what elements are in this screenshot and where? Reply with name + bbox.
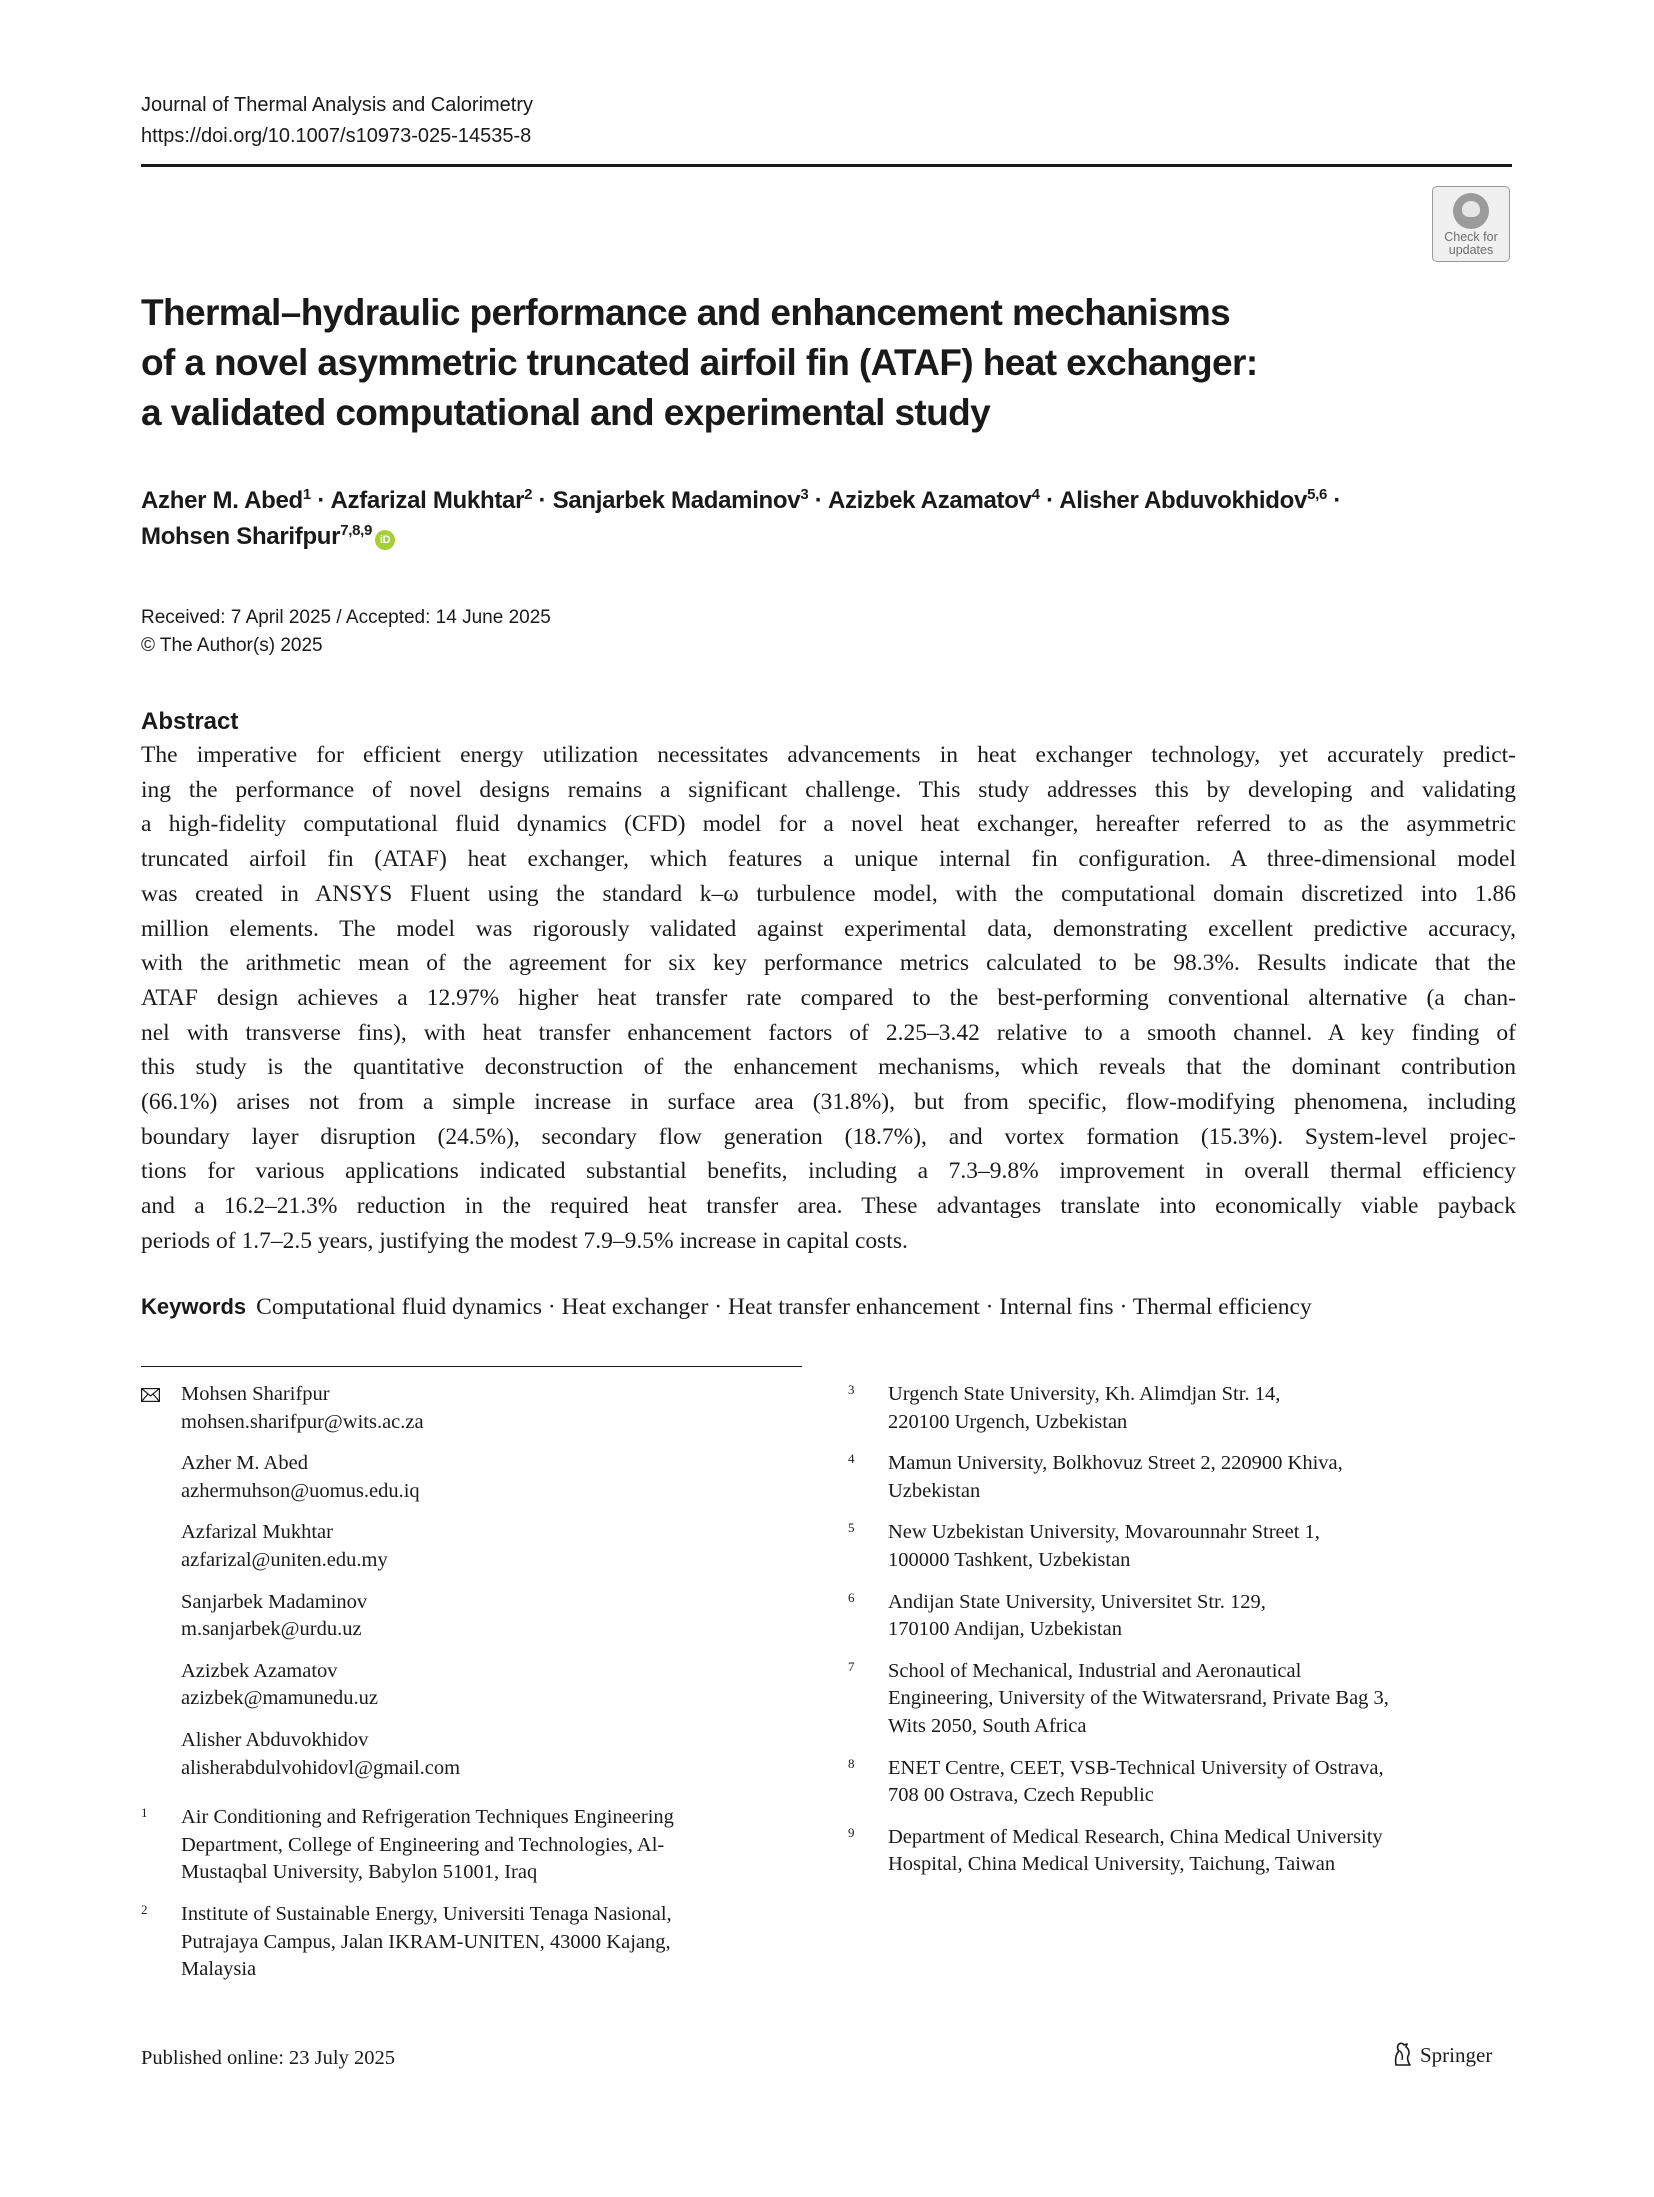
abstract-line: and a 16.2–21.3% reduction in the required heat transfer area. These advantages translate into economically viable payback xyxy=(141,1193,1516,1220)
contact-email[interactable]: m.sanjarbek@urdu.uz xyxy=(181,1618,362,1641)
affiliation-line: Department, College of Engineering and Technologies, Al- xyxy=(181,1833,665,1856)
contact-name: Alisher Abduvokhidov xyxy=(181,1728,369,1751)
contact-email[interactable]: alisherabdulvohidovl@gmail.com xyxy=(181,1756,461,1779)
contact-name: Azizbek Azamatov xyxy=(181,1659,338,1682)
author-name: Azfarizal Mukhtar xyxy=(330,487,525,514)
contact-name: Sanjarbek Madaminov xyxy=(181,1590,368,1613)
affiliation-8 xyxy=(848,1755,1518,1810)
publisher-name: Springer xyxy=(1420,2043,1493,2067)
affiliation-line: Institute of Sustainable Energy, Universiti Tenaga Nasional, xyxy=(181,1902,672,1925)
affiliation-5 xyxy=(848,1519,1518,1574)
contact-email[interactable]: azizbek@mamunedu.uz xyxy=(181,1687,379,1710)
received-accepted-dates: Received: 7 April 2025 / Accepted: 14 June 2025 xyxy=(141,607,551,628)
orcid-icon[interactable]: iD xyxy=(375,530,395,550)
affiliation-line: Andijan State University, Universitet Str. 129, xyxy=(888,1590,1266,1613)
header-rule xyxy=(141,164,1512,167)
abstract-line: was created in ANSYS Fluent using the standard k–ω turbulence model, with the computational domain discretized into 1.86 xyxy=(141,880,1516,907)
affiliation-line: Urgench State University, Kh. Alimdjan Str. 14, xyxy=(888,1383,1281,1405)
keywords-text: Computational fluid dynamics · Heat exchanger · Heat transfer enhancement · Internal fins · Thermal efficiency xyxy=(256,1294,1312,1320)
abstract-line: this study is the quantitative deconstruction of the enhancement mechanisms, which reveals that the dominant contribution xyxy=(141,1054,1516,1081)
abstract-line: ATAF design achieves a 12.97% higher heat transfer rate compared to the best-performing conventional alternative (a chan- xyxy=(141,984,1516,1011)
keywords-label: Keywords xyxy=(141,1294,247,1319)
affiliation-7 xyxy=(848,1658,1518,1741)
footnotes-left-column xyxy=(141,1381,811,1998)
abstract-line: truncated airfoil fin (ATAF) heat exchanger, which features a unique internal fin configuration. A three-dimensional model xyxy=(141,846,1516,873)
contact-name: Azher M. Abed xyxy=(181,1452,308,1475)
check-updates-icon xyxy=(1453,193,1489,229)
contact-email[interactable]: azhermuhson@uomus.edu.iq xyxy=(181,1479,420,1502)
affiliation-line: Uzbekistan xyxy=(888,1479,981,1502)
copyright-notice: © The Author(s) 2025 xyxy=(141,635,323,656)
contact-name: Azfarizal Mukhtar xyxy=(181,1521,333,1544)
abstract-line: million elements. The model was rigorously validated against experimental data, demonstrating excellent predictive accuracy, xyxy=(141,915,1516,942)
affiliation-number: 7 xyxy=(848,1658,855,1674)
author-affiliation-mark: 3 xyxy=(800,486,809,503)
article-title xyxy=(141,288,1341,438)
affiliation-line: 100000 Tashkent, Uzbekistan xyxy=(888,1548,1131,1571)
affiliation-number: 3 xyxy=(848,1382,855,1397)
abstract-line: ing the performance of novel designs remains a significant challenge. This study addresses this by developing and validating xyxy=(141,776,1516,803)
footnote-rule xyxy=(141,1366,802,1367)
affiliation-line: Putrajaya Campus, Jalan IKRAM-UNITEN, 43000 Kajang, xyxy=(181,1930,671,1953)
abstract-heading: Abstract xyxy=(141,708,239,735)
check-updates-line1: Check for xyxy=(1444,230,1498,244)
affiliation-number: 1 xyxy=(141,1805,148,1821)
affiliation-number: 6 xyxy=(848,1589,855,1605)
publisher-logo xyxy=(1390,2040,1492,2070)
author-affiliation-mark: 5,6 xyxy=(1307,486,1328,503)
doi-link[interactable]: https://doi.org/10.1007/s10973-025-14535-8 xyxy=(141,125,532,147)
author-name: Sanjarbek Madaminov xyxy=(552,487,801,514)
affiliation-number: 5 xyxy=(848,1520,855,1536)
author-list xyxy=(141,483,1521,555)
affiliation-line: ENET Centre, CEET, VSB-Technical University of Ostrava, xyxy=(888,1756,1384,1779)
corresponding-author-block xyxy=(141,1381,811,1436)
contact-block xyxy=(141,1450,811,1505)
affiliation-4 xyxy=(848,1450,1518,1505)
abstract-line: tions for various applications indicated substantial benefits, including a 7.3–9.8% improvement in overall thermal efficiency xyxy=(141,1158,1516,1185)
affiliation-line: Engineering, University of the Witwatersrand, Private Bag 3, xyxy=(888,1687,1389,1710)
author-separator: · xyxy=(317,487,326,514)
affiliation-line: Malaysia xyxy=(181,1958,257,1981)
affiliation-line: 708 00 Ostrava, Czech Republic xyxy=(888,1784,1154,1807)
author-affiliation-mark: 7,8,9 xyxy=(340,522,373,539)
abstract-body xyxy=(141,738,1516,1259)
abstract-line: nel with transverse fins), with heat transfer enhancement factors of 2.25–3.42 relative to a smooth channel. A key finding of xyxy=(141,1019,1516,1046)
keywords xyxy=(141,1290,1312,1323)
affiliation-1 xyxy=(141,1804,811,1887)
author-line-2 xyxy=(141,519,1521,555)
contact-email[interactable]: azfarizal@uniten.edu.my xyxy=(181,1548,388,1571)
article-dates xyxy=(141,604,551,660)
title-line: of a novel asymmetric truncated airfoil fin (ATAF) heat exchanger: xyxy=(141,342,1258,383)
abstract-line: periods of 1.7–2.5 years, justifying the modest 7.9–9.5% increase in capital costs. xyxy=(141,1227,908,1254)
affiliation-line: Air Conditioning and Refrigeration Techniques Engineering xyxy=(181,1806,674,1829)
author-name: Alisher Abduvokhidov xyxy=(1059,487,1308,514)
affiliation-number: 4 xyxy=(848,1451,855,1467)
affiliation-2 xyxy=(141,1901,811,1984)
journal-header xyxy=(141,90,533,152)
author-separator: · xyxy=(1046,487,1054,514)
author-name: Mohsen Sharifpur xyxy=(141,523,341,550)
affiliation-line: New Uzbekistan University, Movarounnahr Street 1, xyxy=(888,1521,1320,1544)
affiliation-line: Department of Medical Research, China Medical University xyxy=(888,1825,1383,1848)
affiliation-line: Mamun University, Bolkhovuz Street 2, 220900 Khiva, xyxy=(888,1452,1343,1475)
published-online-date: Published online: 23 July 2025 xyxy=(141,2047,395,2069)
title-line: Thermal–hydraulic performance and enhancement mechanisms xyxy=(141,292,1231,333)
footnotes-right-column xyxy=(848,1381,1518,1893)
check-updates-line2: updates xyxy=(1448,243,1494,257)
abstract-line: The imperative for efficient energy utilization necessitates advancements in heat exchanger technology, yet accurately predict- xyxy=(141,742,1516,768)
mail-icon xyxy=(141,1388,160,1402)
abstract-line: with the arithmetic mean of the agreement for six key performance metrics calculated to be 98.3%. Results indicate that the xyxy=(141,950,1516,977)
contact-block xyxy=(141,1658,811,1713)
author-affiliation-mark: 1 xyxy=(302,486,311,503)
author-name: Azher M. Abed xyxy=(141,487,303,514)
springer-horse-icon xyxy=(1390,2041,1414,2067)
title-line: a validated computational and experimental study xyxy=(141,392,991,433)
affiliation-9 xyxy=(848,1824,1518,1879)
affiliation-line: 170100 Andijan, Uzbekistan xyxy=(888,1618,1123,1641)
affiliation-line: Wits 2050, South Africa xyxy=(888,1714,1087,1737)
contact-email[interactable]: mohsen.sharifpur@wits.ac.za xyxy=(181,1410,424,1433)
check-for-updates-badge[interactable] xyxy=(1432,186,1510,262)
affiliation-line: Hospital, China Medical University, Taichung, Taiwan xyxy=(888,1853,1336,1876)
affiliation-line: Mustaqbal University, Babylon 51001, Iraq xyxy=(181,1861,538,1884)
author-separator: · xyxy=(1333,487,1342,514)
contact-name: Mohsen Sharifpur xyxy=(181,1383,330,1405)
affiliation-6 xyxy=(848,1589,1518,1644)
abstract-line: a high-fidelity computational fluid dynamics (CFD) model for a novel heat exchanger, hereafter referred to as the asymmetric xyxy=(141,811,1516,838)
author-affiliation-mark: 4 xyxy=(1031,486,1040,503)
affiliation-line: School of Mechanical, Industrial and Aeronautical xyxy=(888,1659,1302,1682)
author-affiliation-mark: 2 xyxy=(524,486,533,503)
author-separator: · xyxy=(538,487,547,514)
contact-block xyxy=(141,1589,811,1644)
abstract-line: boundary layer disruption (24.5%), secondary flow generation (18.7%), and vortex formation (15.3%). System-level projec- xyxy=(141,1123,1516,1150)
affiliation-3 xyxy=(848,1381,1518,1436)
abstract-line: (66.1%) arises not from a simple increase in surface area (31.8%), but from specific, flow-modifying phenomena, including xyxy=(141,1089,1516,1116)
author-line-1 xyxy=(141,483,1521,519)
affiliation-number: 9 xyxy=(848,1824,855,1840)
journal-name: Journal of Thermal Analysis and Calorimetry xyxy=(141,94,534,116)
author-name: Azizbek Azamatov xyxy=(827,487,1032,514)
contact-block xyxy=(141,1519,811,1574)
affiliation-number: 8 xyxy=(848,1755,855,1771)
affiliation-line: 220100 Urgench, Uzbekistan xyxy=(888,1410,1128,1433)
contact-block xyxy=(141,1727,811,1782)
author-separator: · xyxy=(814,487,823,514)
affiliation-number: 2 xyxy=(141,1901,148,1917)
